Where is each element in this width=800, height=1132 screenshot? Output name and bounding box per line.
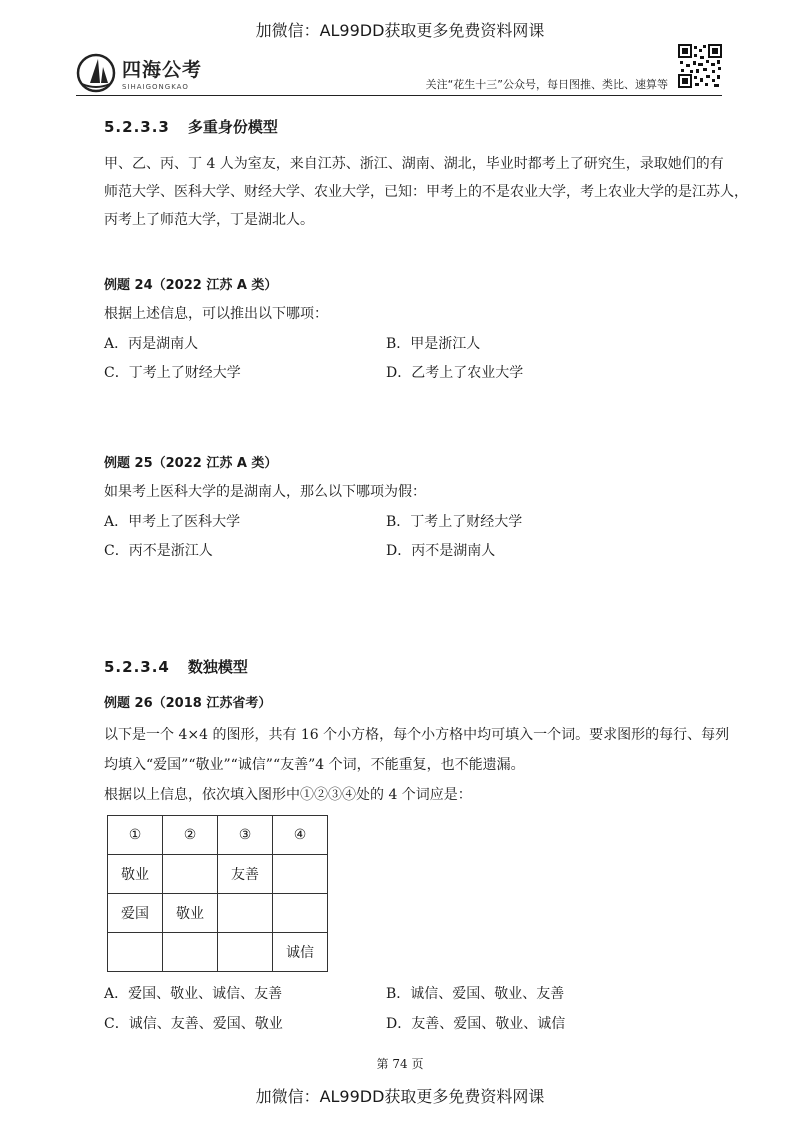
option-c: C．丙不是浙江人 (104, 543, 213, 559)
watermark-top: 加微信：AL99DD获取更多免费资料网课 (255, 21, 545, 40)
watermark-bottom: 加微信：AL99DD获取更多免费资料网课 (255, 1087, 545, 1106)
grid-row (108, 894, 328, 933)
option-d: D．乙考上了农业大学 (386, 365, 524, 381)
section-intro (104, 150, 748, 234)
grid-cell: ② (163, 816, 218, 855)
example-question: 根据上述信息，可以推出以下哪项： (104, 306, 328, 322)
option-a: A．甲考上了医科大学 (104, 514, 241, 530)
logo-name: 四海公考 (122, 59, 203, 81)
grid-cell: 爱国 (108, 894, 163, 933)
option-d: D．丙不是湖南人 (386, 543, 496, 559)
qr-code-icon (678, 44, 722, 88)
grid-cell (108, 933, 163, 972)
grid-cell: ④ (273, 816, 328, 855)
example-label: 例题 25（2022 江苏 A 类） (104, 456, 278, 471)
intro-line: 师范大学、医科大学、财经大学、农业大学，已知：甲考上的不是农业大学，考上农业大学的是江苏人， (104, 184, 748, 200)
option-b: B．甲是浙江人 (386, 336, 481, 352)
example-question (104, 720, 730, 810)
example-question: 如果考上医科大学的是湖南人，那么以下哪项为假： (104, 484, 426, 500)
grid-cell (218, 894, 273, 933)
question-line: 根据以上信息，依次填入图形中①②③④处的 4 个词应是： (104, 787, 472, 803)
intro-line: 甲、乙、丙、丁 4 人为室友，来自江苏、浙江、湖南、湖北，毕业时都考上了研究生，录取她们的有 (104, 156, 724, 172)
section-title: 多重身份模型 (187, 118, 278, 136)
option-a: A．丙是湖南人 (104, 336, 199, 352)
question-line: 以下是一个 4×4 的图形，共有 16 个小方格，每个小方格中均可填入一个词。要求图形的每行、每列 (104, 727, 730, 743)
grid-cell: 诚信 (273, 933, 328, 972)
option-b: B．诚信、爱国、敬业、友善 (386, 986, 565, 1002)
grid-cell (163, 933, 218, 972)
grid-row (108, 855, 328, 894)
grid-cell: ③ (218, 816, 273, 855)
grid-cell (218, 933, 273, 972)
section-title: 数独模型 (187, 658, 248, 676)
header-divider (76, 95, 722, 96)
header-tagline: 关注“花生十三”公众号，每日图推、类比、速算等 (425, 78, 668, 91)
grid-row (108, 816, 328, 855)
grid-cell: 敬业 (163, 894, 218, 933)
section-number: 5.2.3.3 (104, 118, 170, 136)
option-a: A．爱国、敬业、诚信、友善 (104, 986, 283, 1002)
logo-subtitle: SIHAIGONGKAO (122, 83, 189, 91)
intro-line: 丙考上了师范大学，丁是湖北人。 (104, 212, 314, 228)
logo (76, 52, 202, 94)
grid-row (108, 933, 328, 972)
example-label: 例题 24（2022 江苏 A 类） (104, 278, 278, 293)
page-number: 第 74 页 (376, 1057, 424, 1071)
grid-cell: 友善 (218, 855, 273, 894)
grid-cell (163, 855, 218, 894)
section-number: 5.2.3.4 (104, 658, 170, 676)
grid-cell: ① (108, 816, 163, 855)
option-d: D．友善、爱国、敬业、诚信 (386, 1016, 566, 1032)
option-c: C．丁考上了财经大学 (104, 365, 241, 381)
sudoku-grid (107, 815, 328, 972)
example-label: 例题 26（2018 江苏省考） (104, 696, 272, 711)
grid-cell (273, 894, 328, 933)
section-heading (104, 656, 248, 677)
option-c: C．诚信、友善、爱国、敬业 (104, 1016, 283, 1032)
question-line: 均填入“爱国”“敬业”“诚信”“友善”4 个词，不能重复，也不能遗漏。 (104, 757, 525, 773)
section-heading (104, 116, 278, 137)
grid-cell: 敬业 (108, 855, 163, 894)
option-b: B．丁考上了财经大学 (386, 514, 523, 530)
grid-cell (273, 855, 328, 894)
sailboat-logo-icon (76, 53, 116, 93)
